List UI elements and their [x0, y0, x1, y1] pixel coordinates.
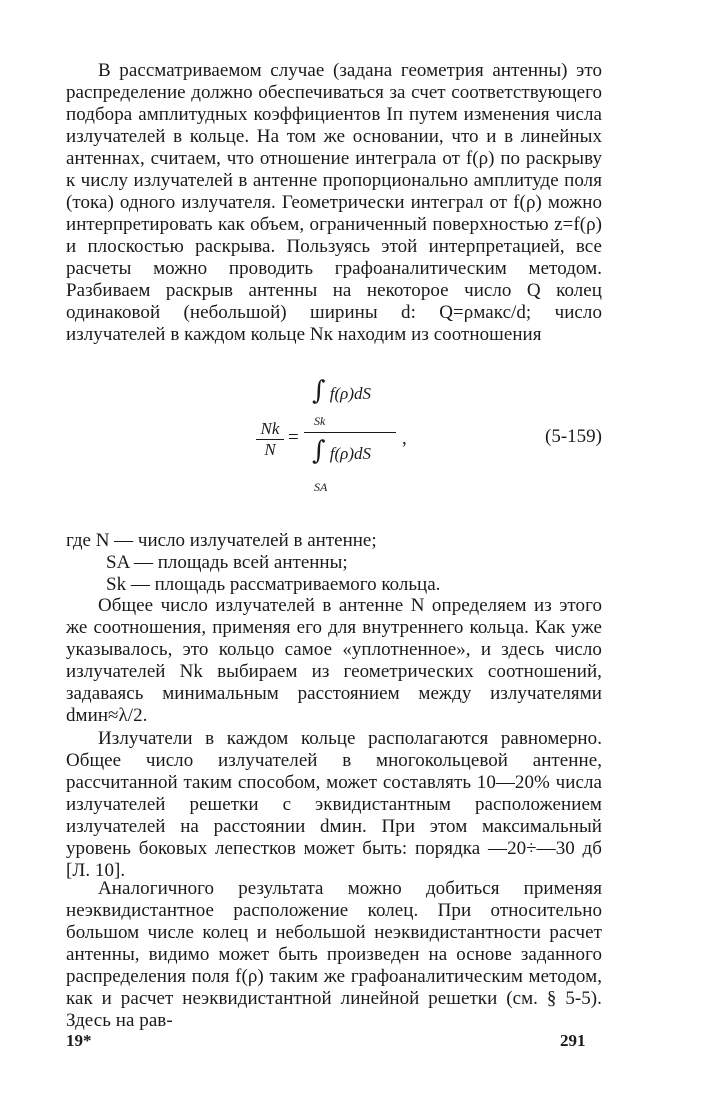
integral-sign-denominator: ∫ — [312, 436, 326, 466]
formula-denominator-integrand: f(ρ)dS — [329, 444, 372, 463]
paragraph-1: В рассматриваемом случае (задана геометрия антенны) это распределение должно обеспечиваться за счет соответствующего подбора амплитудных коэффициентов Iп путем изменения числа излучателей в кольце. На том же основании, что и в линейных антеннах, считаем, что отношение интеграла от f(ρ) по раскрыву к числу излучателей в антенне пропорционально амплитуде поля (тока) одного излучателя. Геометрически интеграл от f(ρ) можно интерпретировать как объем, ограниченный поверхностью z=f(ρ) и плоскостью раскрыва. Пользуясь этой интерпретацией, все расчеты можно проводить графоаналитическим методом. Разбиваем раскрыв антенны на некоторое число Q колец одинаковой (небольшой) ширины d: Q=ρмакс/d; число излучателей в каждом кольце Nк находим из соотношения — [66, 60, 602, 345]
formula-5-159 — [66, 372, 602, 512]
signature-mark: 19* — [66, 1031, 92, 1050]
formula-denominator-subscript: SA — [314, 480, 328, 494]
paragraph-4: Аналогичного результата можно добиться применяя неэквидистантное расположение колец. При относительно большом числе колец и небольшой неэквидистантности расчет антенны, видимо может быть произведен на основе заданного распределения поля f(ρ) таким же графоаналитическим методом, как и расчет неэквидистантной линейной решетки (см. § 5-5). Здесь на рав- — [66, 878, 602, 1031]
page-content — [66, 60, 602, 1060]
formula-denominator — [312, 436, 371, 466]
formula-number: (5-159) — [545, 426, 602, 447]
formula-lhs-numerator: Nk — [260, 419, 280, 438]
integral-sign-numerator: ∫ — [312, 376, 326, 406]
formula-numerator-integrand: f(ρ)dS — [329, 384, 372, 403]
paragraph-3: Излучатели в каждом кольце располагаются равномерно. Общее число излучателей в многокольцевой антенне, рассчитанной таким способом, может составлять 10—20% числа излучателей решетки с эквидистантным расположением излучателей на расстоянии dмин. При этом максимальный уровень боковых лепестков может быть: порядка —20÷—30 дб [Л. 10]. — [66, 728, 602, 881]
formula-lhs-denominator: N — [264, 440, 276, 459]
formula-numerator — [312, 376, 371, 406]
formula-rhs-fraction — [304, 372, 404, 512]
formula-comma: , — [402, 428, 407, 449]
page-number: 291 — [560, 1031, 586, 1050]
paragraph-2: Общее число излучателей в антенне N определяем из этого же соотношения, применяя его для внутреннего кольца. Как уже указывалось, это кольцо самое «уплотненное», и здесь число излучателей Nk выбираем из геометрических соотношений, задаваясь минимальным расстоянием между излучателями dмин≈λ/2. — [66, 595, 602, 726]
definition-sk: Sk — площадь рассматриваемого кольца. — [106, 574, 441, 595]
formula-lhs — [256, 420, 284, 459]
definition-sa: SA — площадь всей антенны; — [106, 552, 348, 573]
formula-equals-sign: = — [288, 427, 299, 448]
formula-numerator-subscript: Sk — [314, 414, 326, 428]
definitions-list — [66, 530, 602, 596]
definition-n: где N — число излучателей в антенне; — [66, 530, 377, 551]
formula-fraction-line — [304, 432, 396, 433]
